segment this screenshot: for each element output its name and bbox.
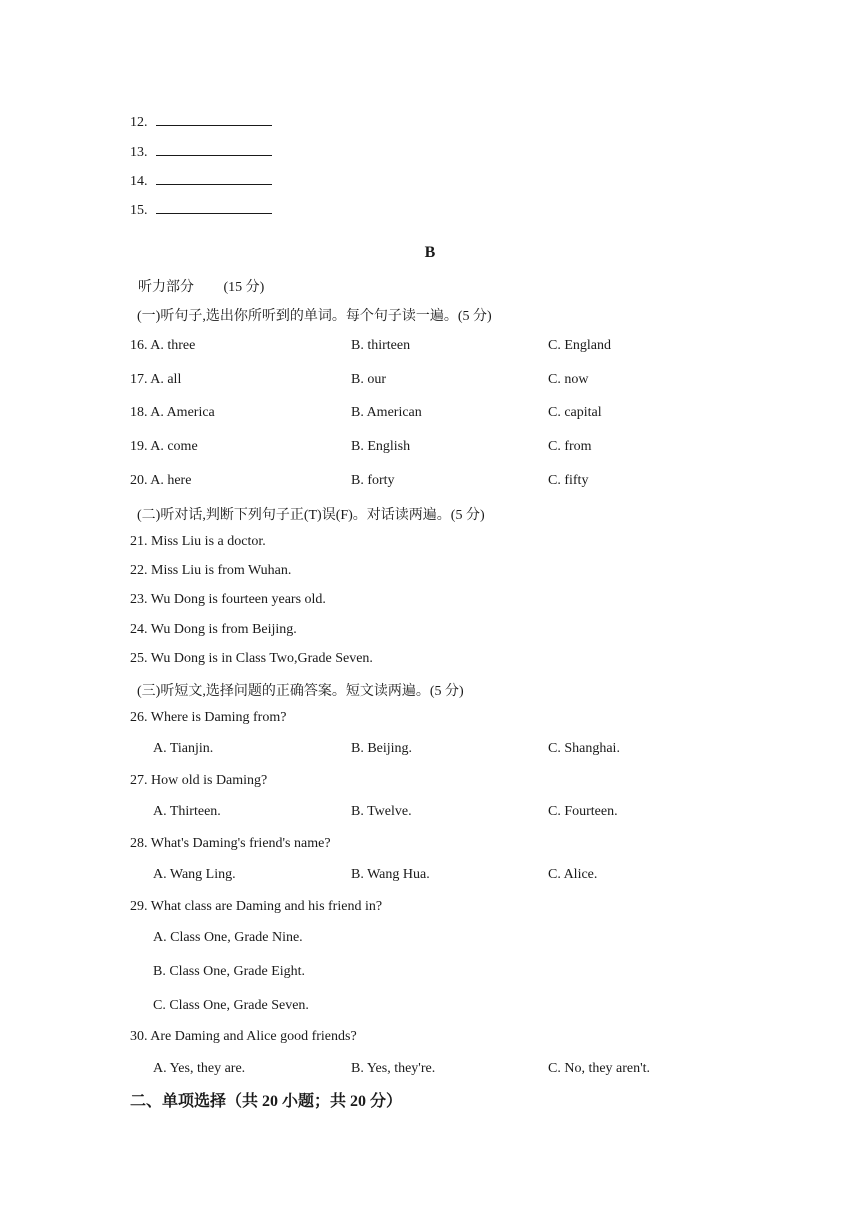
part1-instruction: (一)听句子,选出你所听到的单词。每个句子读一遍。(5 分) <box>137 309 492 324</box>
blank-number: 12. <box>130 115 148 130</box>
q18-option-a[interactable]: 18. A. America <box>130 405 215 420</box>
q18-option-b[interactable]: B. American <box>351 405 422 420</box>
blank-item-12 <box>130 111 272 131</box>
answer-blank-line[interactable] <box>156 199 272 214</box>
q20-option-b[interactable]: B. forty <box>351 473 395 488</box>
answer-blank-line[interactable] <box>156 111 272 126</box>
part3-instruction: (三)听短文,选择问题的正确答案。短文读两遍。(5 分) <box>137 684 464 699</box>
q30-option-c[interactable]: C. No, they aren't. <box>548 1061 651 1076</box>
q20-option-c[interactable]: C. fifty <box>548 473 589 488</box>
q16-option-b[interactable]: B. thirteen <box>351 338 411 353</box>
q23-statement: 23. Wu Dong is fourteen years old. <box>130 592 326 607</box>
q20-option-a[interactable]: 20. A. here <box>130 473 192 488</box>
blank-item-15 <box>130 199 272 219</box>
section-2-title: 二、单项选择（共 20 小题；共 20 分） <box>130 1093 403 1110</box>
q26-option-a[interactable]: A. Tianjin. <box>153 741 214 756</box>
answer-blank-line[interactable] <box>156 170 272 185</box>
listening-title <box>138 276 264 296</box>
q19-option-a[interactable]: 19. A. come <box>130 439 198 454</box>
q18-option-c[interactable]: C. capital <box>548 405 602 420</box>
q30-option-b[interactable]: B. Yes, they're. <box>351 1061 436 1076</box>
q16-option-c[interactable]: C. England <box>548 338 611 353</box>
blank-item-14 <box>130 170 272 190</box>
blank-number: 15. <box>130 203 148 218</box>
q17-option-b[interactable]: B. our <box>351 372 386 387</box>
q22-statement: 22. Miss Liu is from Wuhan. <box>130 563 292 578</box>
q27-option-a[interactable]: A. Thirteen. <box>153 804 221 819</box>
q19-option-c[interactable]: C. from <box>548 439 592 454</box>
q28-option-c[interactable]: C. Alice. <box>548 867 598 882</box>
q30-question: 30. Are Daming and Alice good friends? <box>130 1029 357 1044</box>
q29-option-c[interactable]: C. Class One, Grade Seven. <box>153 998 309 1013</box>
q21-statement: 21. Miss Liu is a doctor. <box>130 534 266 549</box>
q17-option-a[interactable]: 17. A. all <box>130 372 182 387</box>
q19-option-b[interactable]: B. English <box>351 439 411 454</box>
q26-option-c[interactable]: C. Shanghai. <box>548 741 620 756</box>
section-b-heading: B <box>424 244 436 261</box>
blank-number: 14. <box>130 174 148 189</box>
q29-question: 29. What class are Daming and his friend in? <box>130 899 383 914</box>
q29-option-a[interactable]: A. Class One, Grade Nine. <box>153 930 303 945</box>
part2-instruction: (二)听对话,判断下列句子正(T)误(F)。对话读两遍。(5 分) <box>137 508 485 523</box>
listening-label: 听力部分 <box>138 280 194 295</box>
q27-option-c[interactable]: C. Fourteen. <box>548 804 618 819</box>
q25-statement: 25. Wu Dong is in Class Two,Grade Seven. <box>130 651 373 666</box>
q30-option-a[interactable]: A. Yes, they are. <box>153 1061 246 1076</box>
blank-item-13 <box>130 141 272 161</box>
q28-question: 28. What's Daming's friend's name? <box>130 836 331 851</box>
answer-blank-line[interactable] <box>156 141 272 156</box>
q16-option-a[interactable]: 16. A. three <box>130 338 196 353</box>
q27-question: 27. How old is Daming? <box>130 773 268 788</box>
q27-option-b[interactable]: B. Twelve. <box>351 804 412 819</box>
q24-statement: 24. Wu Dong is from Beijing. <box>130 622 297 637</box>
q29-option-b[interactable]: B. Class One, Grade Eight. <box>153 964 306 979</box>
q26-question: 26. Where is Daming from? <box>130 710 287 725</box>
q28-option-b[interactable]: B. Wang Hua. <box>351 867 430 882</box>
listening-score: (15 分) <box>223 280 265 295</box>
blank-number: 13. <box>130 145 148 160</box>
q26-option-b[interactable]: B. Beijing. <box>351 741 413 756</box>
q17-option-c[interactable]: C. now <box>548 372 589 387</box>
q28-option-a[interactable]: A. Wang Ling. <box>153 867 236 882</box>
